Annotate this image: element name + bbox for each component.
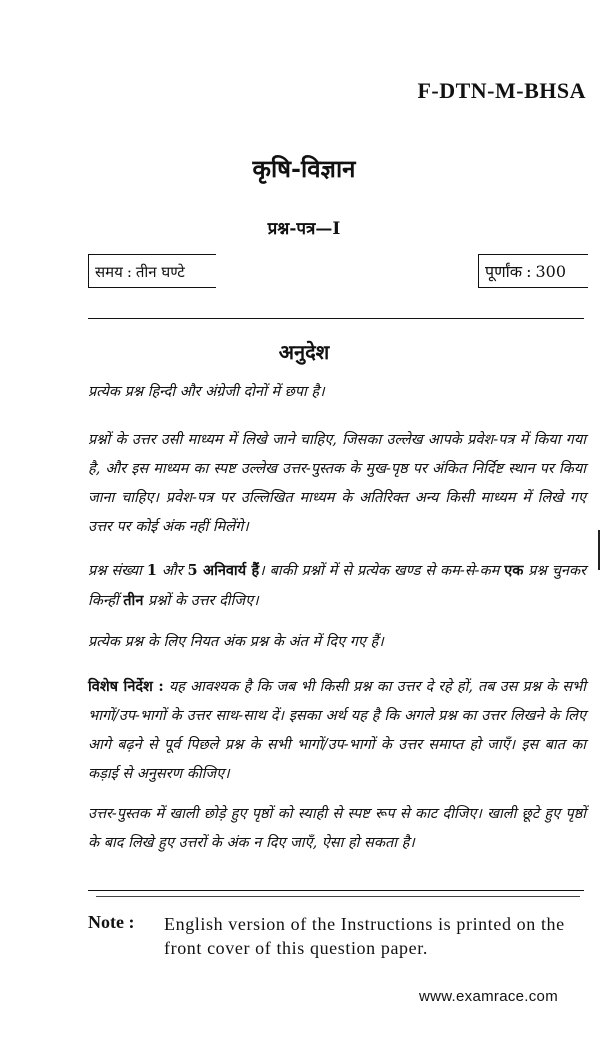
instruction-3-three: तीन [123,592,144,609]
instruction-3-part: प्रश्न चुनकर किन्हीं [88,563,587,609]
instruction-4: प्रत्येक प्रश्न के लिए नियत अंक प्रश्न के अंत में दिए गए हैं। [88,634,384,650]
instruction-3-one: एक [504,562,524,579]
paper-code: F-DTN-M-BHSA [417,78,586,103]
paper-number: प्रश्न-पत्र—I [267,219,341,239]
instruction-3-part: प्रश्नों के उत्तर दीजिए। [143,593,259,609]
instruction-3 [88,556,586,616]
marks-box: पूर्णांक : 300 [478,254,588,288]
scan-edge-mark [598,530,600,570]
time-box: समय : तीन घण्टे [88,254,216,288]
instruction-6: उत्तर-पुस्तक में खाली छोड़े हुए पृष्ठों को स्याही से स्पष्ट रूप से काट दीजिए। खाली छूटे हुए पृष्ठों के बाद लिखे हुए उत्तरों के अंक न दिए जाएँ, ऐसा हो सकता है। [88,806,586,851]
time-label: समय [95,263,123,281]
instructions-heading: अनुदेश [278,340,330,364]
instruction-3-compulsory: अनिवार्य हैं [197,562,260,579]
marks-value: 300 [535,262,567,281]
website-footer: www.examrace.com [418,988,558,1005]
instruction-1: प्रत्येक प्रश्न हिन्दी और अंग्रेजी दोनों में छपा है। [88,384,325,400]
special-instruction-text: यह आवश्यक है कि जब भी किसी प्रश्न का उत्तर दे रहे हों, तब उस प्रश्न के सभी भागों/उप-भागों के उत्तर साथ-साथ दें। इसका अर्थ यह है कि अगले प्रश्न का उत्तर लिखने के लिए आगे बढ़ने से पूर्व पिछले प्रश्न के सभी भागों/उप-भागों के उत्तर समाप्त हो जाएँ। इस बात का कड़ाई से अनुसरण कीजिए। [88,679,586,782]
divider-bottom [88,890,584,891]
instruction-3-num-5: 5 [187,562,198,579]
marks-label: पूर्णांक [485,262,523,281]
instruction-3-part: और [156,563,188,579]
divider-bottom-thin [96,896,580,897]
instruction-3-part: प्रश्न संख्या [88,563,147,579]
divider-top [88,318,584,319]
note-label: Note : [88,912,135,932]
instruction-3-part: । बाकी प्रश्नों में से प्रत्येक खण्ड से कम-से-कम [259,563,505,579]
time-value: तीन घण्टे [135,263,185,281]
special-instruction-label: विशेष निर्देश : [88,678,164,695]
subject-title: कृषि-विज्ञान [252,154,356,183]
instruction-2: प्रश्नों के उत्तर उसी माध्यम में लिखे जाने चाहिए, जिसका उल्लेख आपके प्रवेश-पत्र में किया गया है, और इस माध्यम का स्पष्ट उल्लेख उत्तर-पुस्तक के मुख-पृष्ठ पर अंकित निर्दिष्ट स्थान पर किया जाना चाहिए। प्रवेश-पत्र पर उल्लिखित माध्यम के अतिरिक्त अन्य किसी माध्यम में लिखे गए उत्तर पर कोई अंक नहीं मिलेंगे। [88,432,586,535]
instruction-3-num-1: 1 [146,562,157,579]
note-text: English version of the Instructions is printed on the front cover of this question paper. [164,914,565,958]
instruction-5 [88,672,586,789]
